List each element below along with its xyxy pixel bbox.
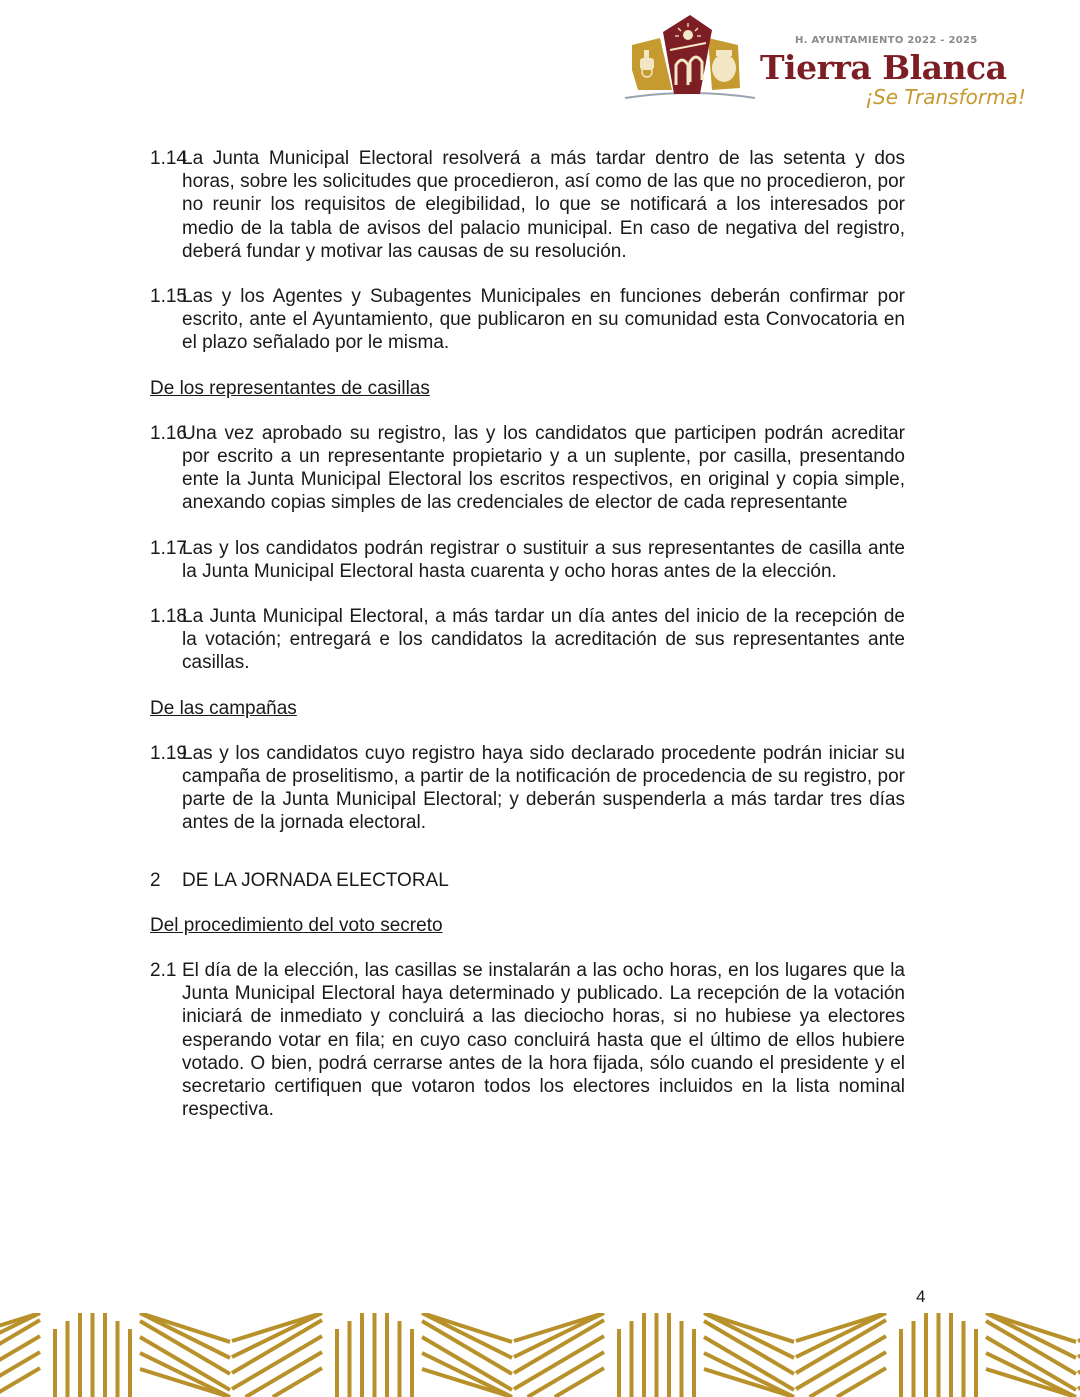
clause-text: La Junta Municipal Electoral, a más tardar un día antes del inicio de la recepción de la votación; entregará e los candidatos la acreditación de sus representantes ante casillas. bbox=[182, 606, 905, 674]
logo-subtitle: H. AYUNTAMIENTO 2022 - 2025 bbox=[795, 35, 978, 46]
footer-pattern bbox=[0, 1313, 1080, 1397]
pattern-stripe-rising bbox=[273, 1368, 322, 1397]
clause-text: Una vez aprobado su registro, las y los candidatos que participen podrán acreditar por escrito a un representante propietario y a un suplente, por casilla, presentando ente la Junta Municipal Electoral los escritos respectivos, en original y copia simple, anexando copias simples de las credenciales de elector de cada representante bbox=[182, 422, 905, 514]
subheading-voto-secreto: Del procedimiento del voto secreto bbox=[150, 914, 443, 936]
pattern-stripe-rising bbox=[514, 1336, 604, 1389]
clause-number: 1.14 bbox=[150, 148, 187, 169]
subheading-representantes: De los representantes de casillas bbox=[150, 377, 430, 399]
pattern-stripe-falling bbox=[140, 1313, 230, 1358]
subheading-campanas: De las campañas bbox=[150, 697, 297, 719]
pattern-stripe-rising bbox=[796, 1336, 886, 1389]
clause-number: 1.16 bbox=[150, 422, 187, 444]
clause-number: 1.18 bbox=[150, 606, 187, 628]
section-number: 2 bbox=[150, 869, 161, 891]
document-body bbox=[150, 147, 905, 1144]
clause-text: Las y los Agentes y Subagentes Municipales en funciones deberán confirmar por escrito, ante el Ayuntamiento, que publicaron en su comunidad esta Convocatoria en el plazo señalado por le misma. bbox=[182, 286, 905, 354]
clause-number: 2.1 bbox=[150, 960, 177, 982]
clause-1-15 bbox=[150, 285, 905, 355]
header-logo bbox=[620, 10, 1040, 120]
clause-1-17 bbox=[150, 537, 905, 583]
clause-text: Las y los candidatos cuyo registro haya sido declarado procedente podrán iniciar su campaña de proselitismo, a partir de la notificación de procedencia de su registro, por parte de la Junta Municipal Electoral; y deberán suspenderla a más tardar tres días antes de la jornada electoral. bbox=[182, 742, 905, 834]
clause-2-1 bbox=[150, 959, 905, 1121]
clause-text: Las y los candidatos podrán registrar o sustituir a sus representantes de casilla ante la Junta Municipal Electoral hasta cuarenta y ocho horas antes de la elección. bbox=[182, 537, 905, 582]
pattern-stripe-rising bbox=[232, 1336, 322, 1389]
logo-title: Tierra Blanca bbox=[760, 48, 1007, 87]
clause-1-14 bbox=[150, 147, 905, 263]
pattern-stripe-rising bbox=[837, 1368, 886, 1397]
clause-number: 1.17 bbox=[150, 537, 187, 559]
clause-1-16 bbox=[150, 422, 905, 515]
clause-number: 1.15 bbox=[150, 286, 187, 308]
clause-text: La Junta Municipal Electoral resolverá a más tardar dentro de las setenta y dos horas, sobre les solicitudes que procedieron, así como de las que no procedieron, por no reunir los requisitos de elegibilidad, lo que se notificará a los interesados por medio de la tabla de avisos del palacio municipal. En caso de negativa del registro, deberá fundar y motivar las causas de su resolución. bbox=[182, 148, 905, 262]
municipal-emblem-icon bbox=[620, 10, 760, 110]
pattern-stripe-falling bbox=[986, 1313, 1076, 1358]
section-heading bbox=[150, 869, 905, 892]
section-title: DE LA JORNADA ELECTORAL bbox=[182, 869, 449, 891]
pattern-stripe-falling bbox=[422, 1313, 512, 1358]
clause-text: El día de la elección, las casillas se instalarán a las ocho horas, en los lugares que la Junta Municipal Electoral haya determinado y publicado. La recepción de la votación iniciará de inmediato y concluirá a las dieciocho horas, si no hubiese ya electores esperando votar en fila; en cuyo caso concluirá hasta que el último de ellos hubiere votado. O bien, podrá cerrarse antes de la hora fijada, sólo cuando el presidente y el secretario certifiquen que votaron todos los electores incluidos en la lista nominal respectiva. bbox=[182, 960, 905, 1121]
pattern-stripe-rising bbox=[555, 1368, 604, 1397]
pattern-stripe-falling bbox=[704, 1313, 794, 1358]
clause-number: 1.19 bbox=[150, 742, 187, 764]
page-number: 4 bbox=[916, 1287, 926, 1306]
clause-1-18 bbox=[150, 605, 905, 675]
clause-1-19 bbox=[150, 742, 905, 835]
logo-slogan: ¡Se Transforma! bbox=[865, 85, 1026, 109]
